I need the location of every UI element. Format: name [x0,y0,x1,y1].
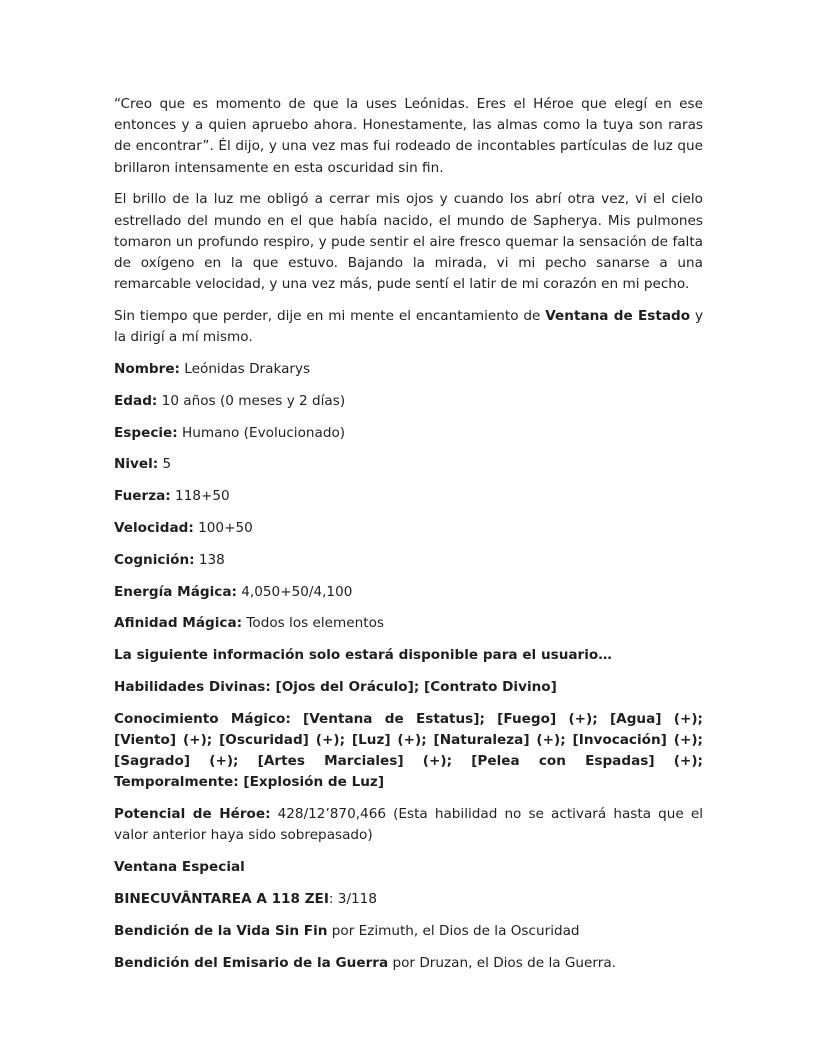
spell-intro-before: Sin tiempo que perder, dije en mi mente el encantamiento de [114,308,546,325]
stat-label: Potencial de Héroe: [114,806,271,823]
stat-label: Afinidad Mágica: [114,615,243,632]
stat-value: 5 [158,456,172,473]
stat-label: BINECUVÂNTAREA A 118 ZEI [114,890,329,907]
habilidades-text: Habilidades Divinas: [Ojos del Oráculo]; [Contrato Divino] [114,678,557,695]
stat-value: Leónidas Drakarys [179,361,311,378]
bendicion-vida-sin-fin [114,921,703,942]
info-notice [114,645,703,666]
stat-value: por Druzan, el Dios de la Guerra. [388,954,616,971]
stat-label: Energía Mágica: [114,583,237,600]
ventana-especial-text: Ventana Especial [114,859,245,876]
stat-label: Bendición del Emisario de la Guerra [114,954,389,971]
stat-nombre [114,359,703,380]
stat-edad [114,391,703,412]
stat-afinidad-magica [114,613,703,634]
spell-intro-after: y la dirigí a mí mismo. [114,308,703,346]
stat-label: Cognición: [114,551,195,568]
stat-energia-magica [114,582,703,603]
conocimiento-magico [114,709,703,794]
stat-cognicion [114,550,703,571]
stat-value: 10 años (0 meses y 2 días) [157,392,346,409]
stat-velocidad [114,518,703,539]
conocimiento-text: Conocimiento Mágico: [Ventana de Estatus]; [Fuego] (+); [Agua] (+); [Viento] (+); [Oscuridad] (+); [Luz] (+); [Naturaleza] (+); [Invocación] (+); [Sagrado] (+); [Artes Marciales] (+); [Pelea con Espadas] (+); Temporalmente: [Explosión de Luz] [114,710,703,791]
info-notice-text: La siguiente información solo estará disponible para el usuario… [114,647,612,664]
stat-value: por Ezimuth, el Dios de la Oscuridad [327,922,580,939]
stat-value: : 3/118 [328,890,377,907]
stat-fuerza [114,486,703,507]
stat-value: 138 [194,551,225,568]
habilidades-divinas [114,677,703,698]
stat-label: Nivel: [114,456,159,473]
stat-value: 428/12’870,466 (Esta habilidad no se activará hasta que el valor anterior haya sido sobrepasado) [114,806,703,844]
stat-nivel [114,454,703,475]
potencial-heroe [114,804,703,846]
paragraph-1: “Creo que es momento de que la uses Leónidas. Eres el Héroe que elegí en ese entonces y a quien apruebo ahora. Honestamente, las almas como la tuya son raras de encontrar”. Él dijo, y una vez mas fui rodeado de incontables partículas de luz que brillaron intensamente en esta oscuridad sin fin. [114,96,703,176]
spell-intro-paragraph [114,306,703,348]
bendicion-emisario-guerra [114,953,703,974]
stat-value: Todos los elementos [242,615,384,632]
stat-label: Especie: [114,424,178,441]
stat-label: Fuerza: [114,488,171,505]
stat-value: Humano (Evolucionado) [177,424,346,441]
spell-name: Ventana de Estado [545,308,691,325]
binecuvantarea [114,889,703,910]
stat-label: Velocidad: [114,520,194,536]
ventana-especial-heading [114,857,703,878]
stat-label: Edad: [114,392,158,409]
stat-value: 4,050+50/4,100 [236,583,353,600]
stat-value: 100+50 [193,520,253,536]
stat-label: Bendición de la Vida Sin Fin [114,922,328,939]
paragraph-2: El brillo de la luz me obligó a cerrar mis ojos y cuando los abrí otra vez, vi el cielo estrellado del mundo en el que había nacido, el mundo de Sapherya. Mis pulmones tomaron un profundo respiro, y pude sentir el aire fresco quemar la sensación de falta de oxígeno en la que estuvo. Bajando la mirada, vi mi pecho sanarse a una remarcable velocidad, y una vez más, pude sentí el latir de mi corazón en mi pecho. [114,191,703,293]
stat-especie [114,423,703,444]
stat-value: 118+50 [170,488,230,505]
stat-label: Nombre: [114,361,180,378]
